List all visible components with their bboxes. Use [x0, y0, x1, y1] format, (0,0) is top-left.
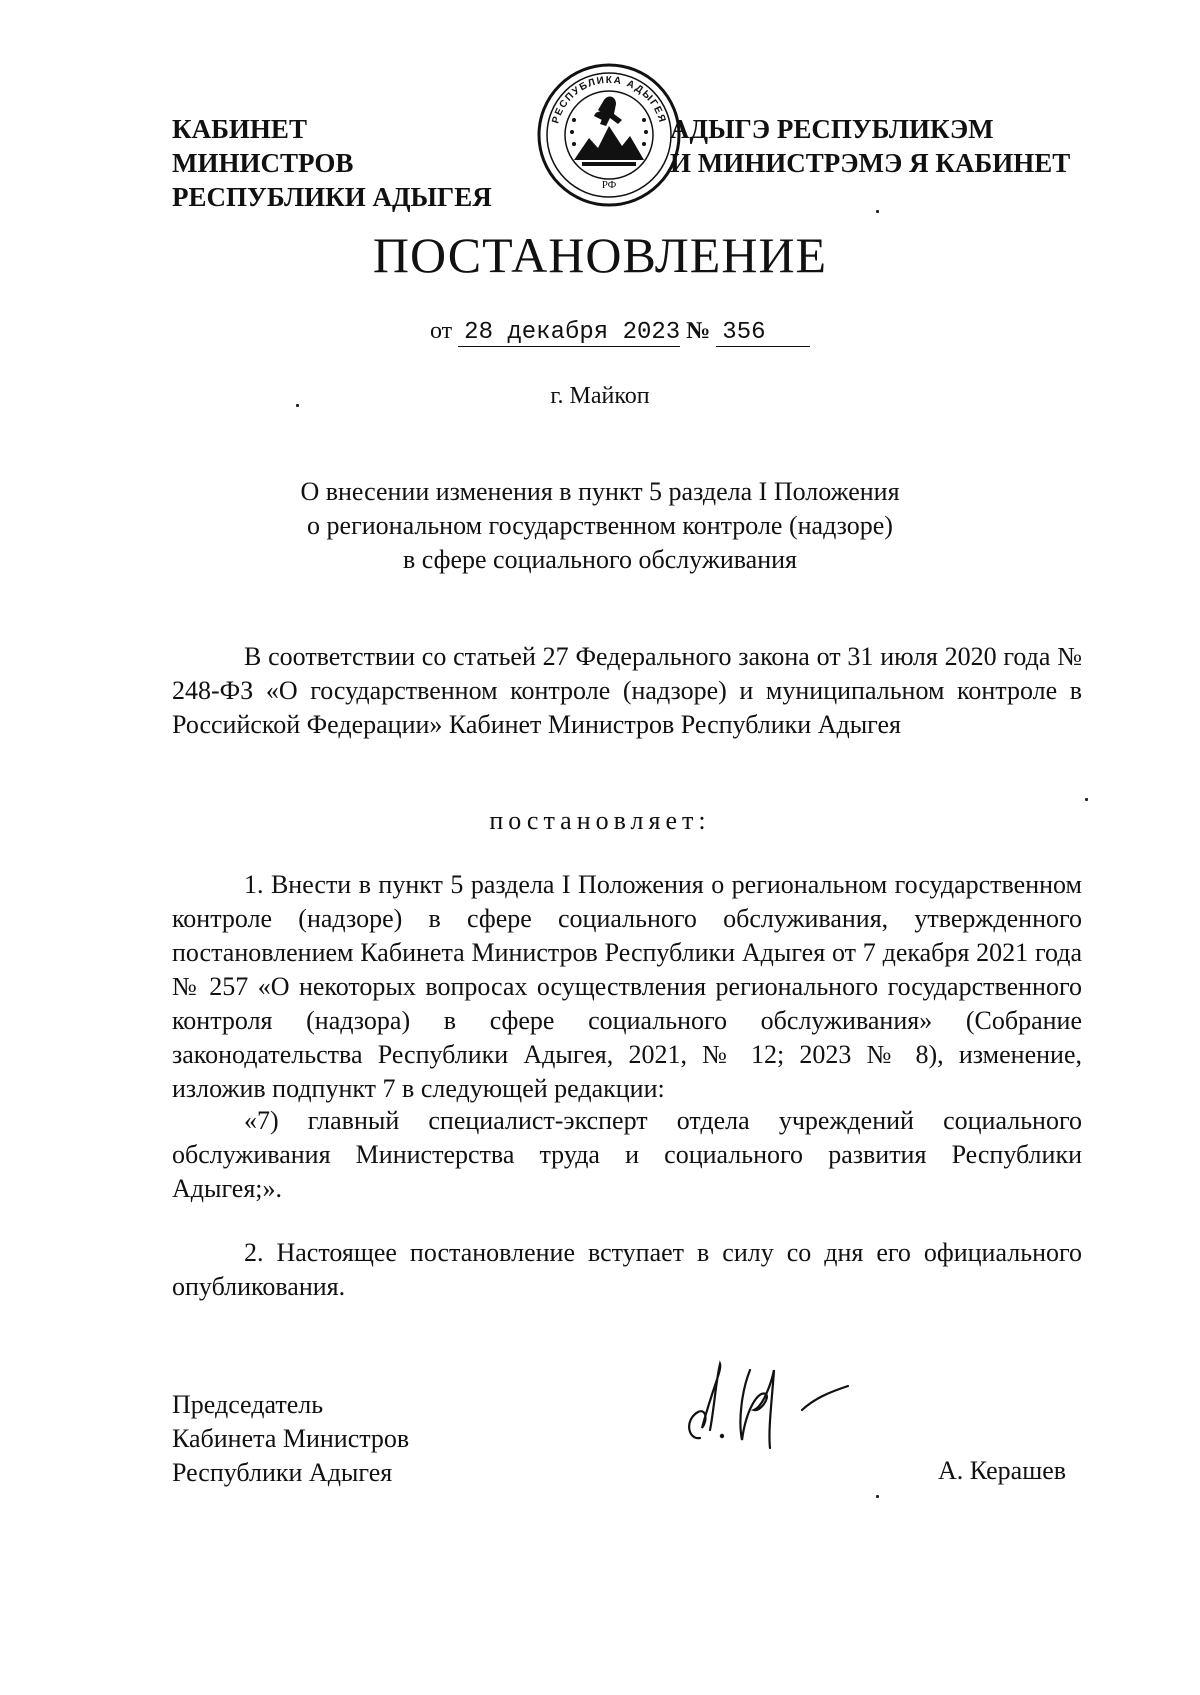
signatory-title-line2: Кабинета Министров	[172, 1424, 410, 1453]
preamble-paragraph: В соответствии со статьей 27 Федерального закона от 31 июля 2020 года № 248-ФЗ «О государственном контроле (надзоре) и муниципальном контроле в Российской Федерации» Кабинет Министров Республики Адыгея	[172, 642, 1082, 739]
emblem-text: РЕСПУБЛИКА АДЫГЕЯ	[550, 74, 668, 125]
emblem-bottom-text: РФ	[601, 179, 617, 191]
header-left	[172, 112, 492, 214]
subject-heading	[0, 475, 1200, 577]
header-right	[670, 112, 1090, 180]
city: г. Майкоп	[550, 383, 650, 409]
dateline	[430, 318, 810, 347]
number-label: №	[686, 318, 711, 344]
handwritten-signature-icon	[680, 1350, 870, 1460]
signatory-title-line1: Председатель	[172, 1390, 324, 1419]
date-from-label: от	[430, 318, 453, 344]
number-value: 356	[716, 319, 810, 347]
item-2-paragraph: 2. Настоящее постановление вступает в силу со дня его официального опубликования.	[172, 1238, 1082, 1301]
date-value: 28 декабря 2023	[458, 319, 680, 347]
header-left-line2: РЕСПУБЛИКИ АДЫГЕЯ	[172, 182, 492, 212]
scan-speck	[296, 404, 299, 407]
item-1-paragraph: 1. Внести в пункт 5 раздела I Положения о региональном государственном контроле (надзоре) в сфере социального обслуживания, утвержденного постановлением Кабинета Министров Республики Адыгея от 7 декабря 2021 года № 257 «О некоторых вопросах осуществления регионального государственного контроля (надзора) в сфере социального обслуживания» (Собрание законодательства Республики Адыгея, 2021, № 12; 2023 № 8), изменение, изложив подпункт 7 в следующей редакции:	[172, 870, 1082, 1103]
subject-line3: в сфере социального обслуживания	[403, 545, 797, 574]
signatory-title-line3: Республики Адыгея	[172, 1458, 393, 1487]
signatory-title	[172, 1388, 409, 1490]
header-right-line1: АДЫГЭ РЕСПУБЛИКЭМ	[670, 114, 994, 144]
item-1-quote-paragraph: «7) главный специалист-эксперт отдела учреждений социального обслуживания Министерства труда и социального развития Республики Адыгея;».	[172, 1106, 1082, 1203]
header-left-line1: КАБИНЕТ МИНИСТРОВ	[172, 114, 354, 178]
signatory-name: А. Керашев	[938, 1456, 1067, 1485]
decree-word: постановляет:	[489, 806, 711, 835]
republic-emblem-icon	[534, 60, 684, 210]
header-right-line2: И МИНИСТРЭМЭ Я КАБИНЕТ	[670, 148, 1071, 178]
scan-speck	[876, 210, 879, 213]
document-title: ПОСТАНОВЛЕНИЕ	[372, 227, 828, 283]
scan-speck	[876, 1495, 879, 1498]
subject-line1: О внесении изменения в пункт 5 раздела I Положения	[300, 477, 900, 506]
subject-line2: о региональном государственном контроле (надзоре)	[307, 511, 893, 540]
scan-speck	[1085, 798, 1088, 801]
